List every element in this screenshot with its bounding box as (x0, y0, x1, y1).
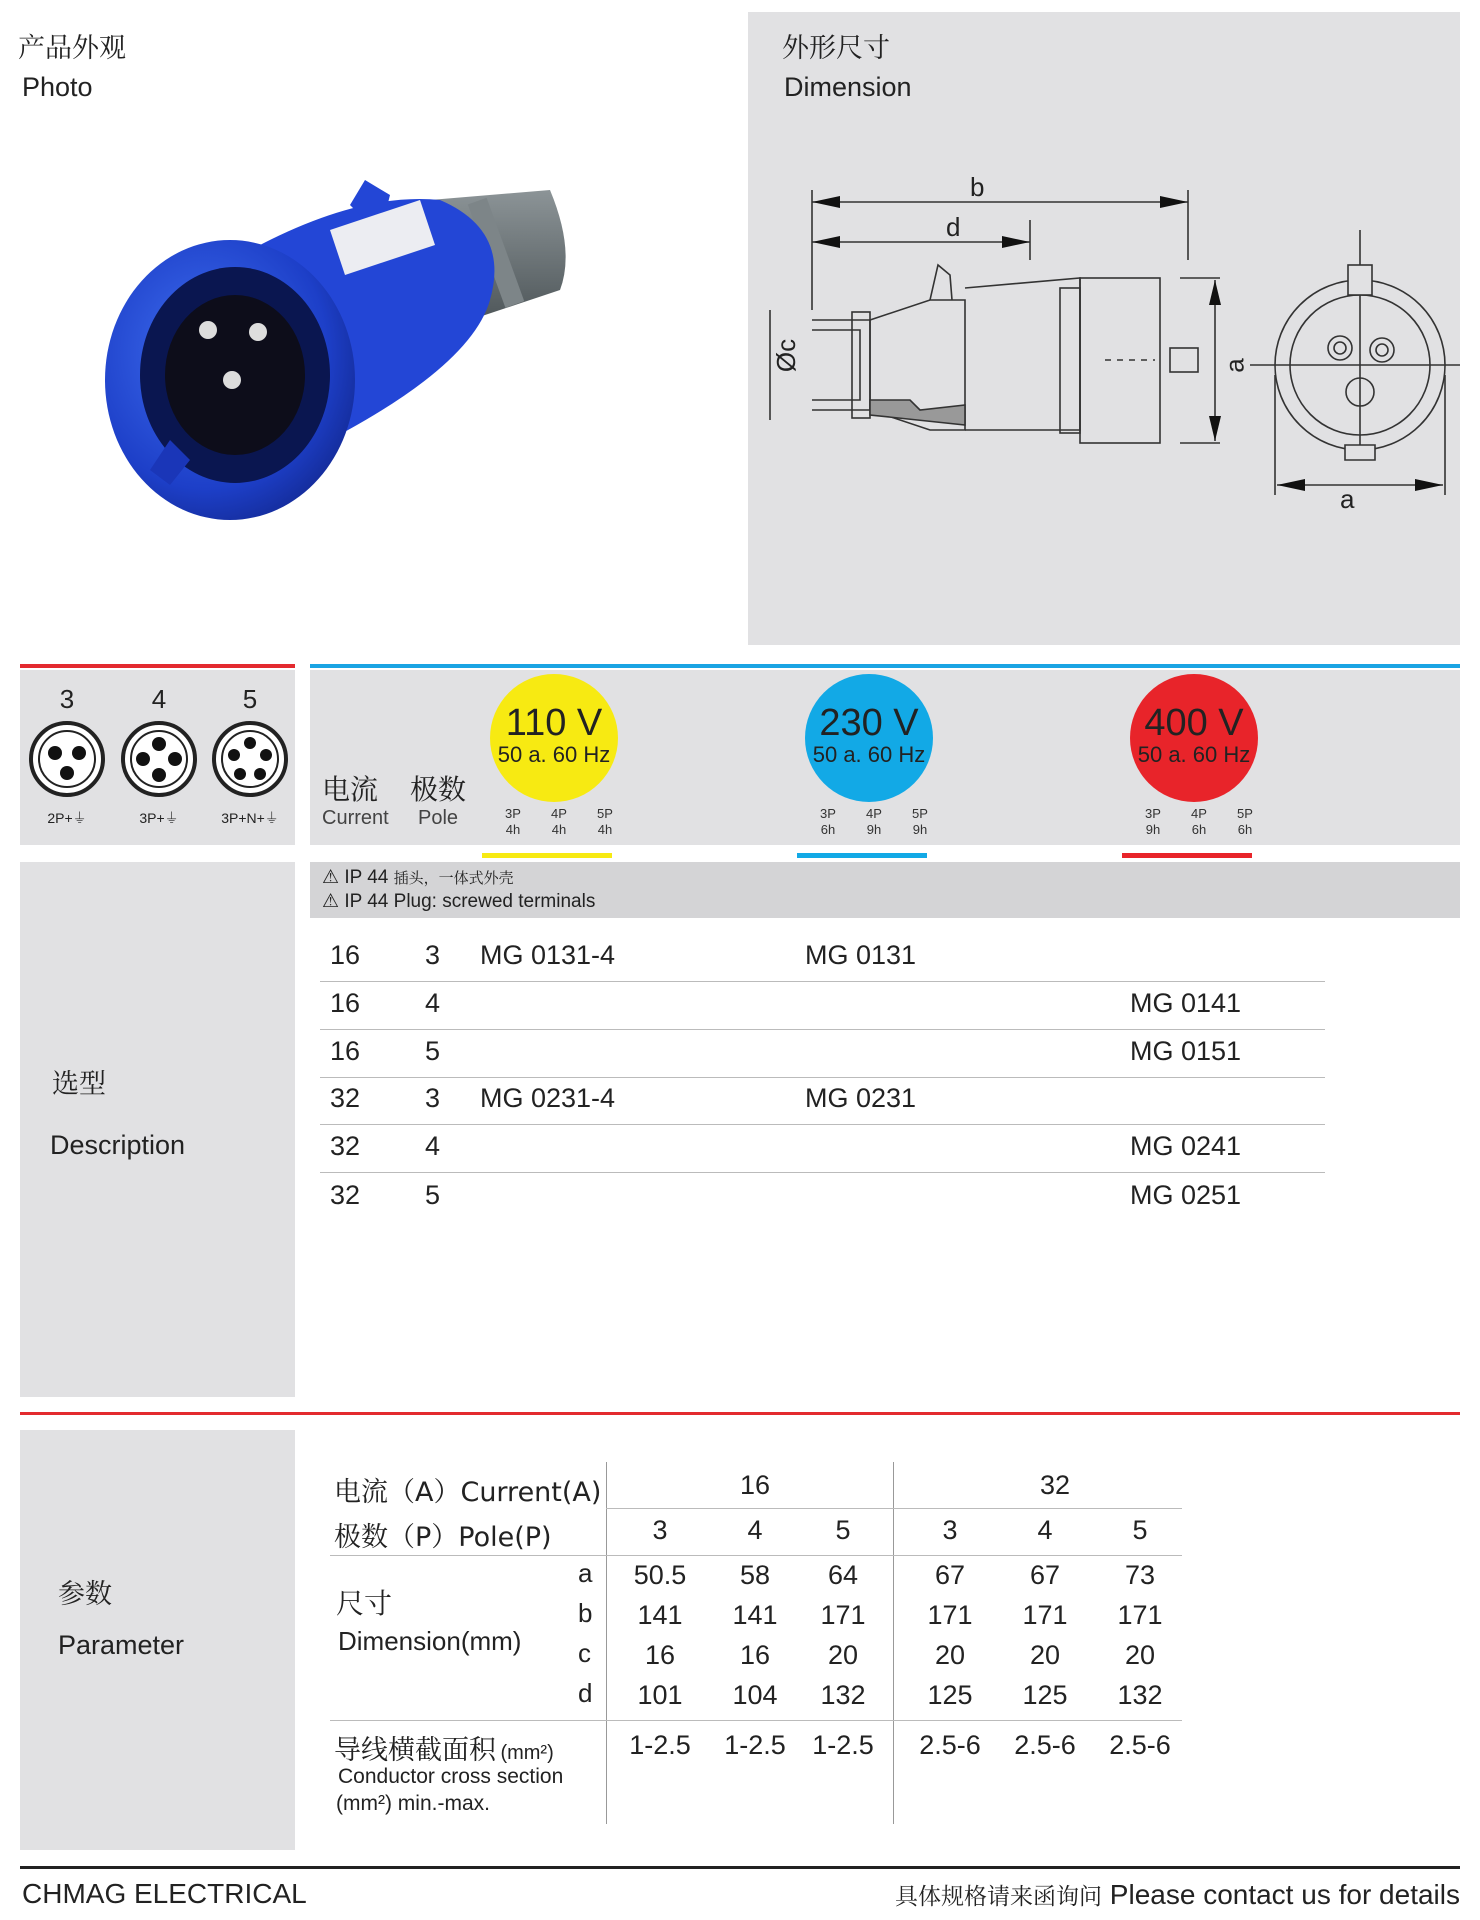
red-rule-param (20, 1412, 1460, 1415)
param-hline-3 (330, 1720, 1182, 1721)
socket-5-icon (210, 719, 290, 799)
photo-title-cn: 产品外观 (18, 33, 126, 64)
param-pole-cell: 3 (942, 1515, 958, 1545)
pole-num: 5 (242, 684, 258, 714)
hour-code: 9h (912, 822, 928, 837)
param-dim-value: 171 (820, 1600, 866, 1630)
param-pole-cell: 4 (1037, 1515, 1053, 1545)
param-pole-cell: 3 (652, 1515, 668, 1545)
voltage-value: 230 V (819, 702, 919, 744)
header-current-cn: 电流 (322, 773, 379, 806)
ip-text-1: 插头，一体式外壳 (393, 869, 514, 887)
param-cross-value: 1-2.5 (629, 1730, 691, 1760)
hour-code: 6h (820, 822, 836, 837)
row-pole: 3 (425, 940, 441, 970)
voltage-circle-2 (1130, 674, 1258, 802)
param-dim-value: 20 (827, 1640, 859, 1670)
description-title-cn: 选型 (52, 1069, 106, 1100)
param-dim-value: 67 (934, 1560, 966, 1590)
row-code-110v: MG 0131-4 (480, 940, 616, 970)
row-code-230v: MG 0231 (805, 1083, 917, 1113)
hour-code: 4h (551, 822, 567, 837)
ip-line-2 (322, 890, 595, 913)
param-pole-cell: 5 (835, 1515, 851, 1545)
pole-code: 5P (912, 806, 928, 821)
row-divider (320, 1124, 1325, 1125)
param-dim-value: 125 (1022, 1680, 1068, 1710)
product-photo-plug (90, 170, 570, 550)
pole-code: 4P (866, 806, 882, 821)
pole-code: 4P (1191, 806, 1207, 821)
param-cross-value: 1-2.5 (812, 1730, 874, 1760)
param-dim-value: 16 (644, 1640, 676, 1670)
pole-hours (544, 806, 574, 838)
dim-label-a-side: a (1219, 358, 1250, 373)
param-current-32: 32 (1040, 1470, 1071, 1500)
param-hline-1 (606, 1508, 1182, 1509)
voltage-bar-1 (797, 853, 927, 858)
pole-label: 3P+⏚ (139, 810, 179, 826)
pole-code: 5P (597, 806, 613, 821)
param-cross-value: 2.5-6 (1014, 1730, 1076, 1760)
row-code-400v: MG 0251 (1130, 1180, 1242, 1210)
table-row (320, 1083, 1320, 1123)
hour-code: 9h (1145, 822, 1161, 837)
param-hline-2 (330, 1555, 1182, 1556)
param-current-label: 电流（A）Current(A) (334, 1477, 602, 1508)
param-dim-value: 73 (1124, 1560, 1156, 1590)
voltage-value: 400 V (1144, 702, 1244, 744)
pole-code: 5P (1237, 806, 1253, 821)
param-pole-cell: 4 (747, 1515, 763, 1545)
pole-code: 3P (820, 806, 836, 821)
param-dim-value: 50.5 (633, 1560, 687, 1590)
param-current-16: 16 (740, 1470, 771, 1500)
param-dim-key: d (578, 1678, 593, 1708)
dim-label-a-bottom: a (1340, 484, 1355, 514)
dimension-title-en: Dimension (784, 72, 912, 102)
param-pole-cell: 5 (1132, 1515, 1148, 1545)
row-pole: 4 (425, 988, 441, 1018)
param-pole-label: 极数（P）Pole(P) (334, 1522, 552, 1553)
param-dim-en: Dimension(mm) (338, 1626, 522, 1656)
dim-label-b: b (970, 172, 985, 202)
row-pole: 4 (425, 1131, 441, 1161)
hour-code: 9h (866, 822, 882, 837)
param-dim-value: 171 (1117, 1600, 1163, 1630)
row-divider (320, 1077, 1325, 1078)
hour-code: 6h (1191, 822, 1207, 837)
pole-label: 3P+N+⏚ (221, 810, 279, 826)
table-row (320, 1131, 1320, 1171)
header-pole-cn: 极数 (410, 773, 467, 806)
param-dim-value: 64 (827, 1560, 859, 1590)
ip-code-1: IP 44 (344, 867, 389, 888)
dimension-title-cn: 外形尺寸 (782, 33, 890, 64)
table-row (320, 988, 1320, 1028)
footer-rule (20, 1866, 1460, 1869)
param-dim-value: 20 (1124, 1640, 1156, 1670)
param-dim-value: 125 (927, 1680, 973, 1710)
footer-brand: CHMAG ELECTRICAL (22, 1878, 307, 1909)
param-dim-value: 132 (820, 1680, 866, 1710)
param-cross-en1: Conductor cross section (338, 1765, 564, 1788)
param-cross-value: 2.5-6 (919, 1730, 981, 1760)
table-row (320, 1036, 1320, 1076)
param-dim-value: 171 (927, 1600, 973, 1630)
row-current: 16 (330, 988, 361, 1018)
param-cross-cn: 导线横截面积 (334, 1735, 496, 1766)
param-cross-en2: (mm²) min.-max. (336, 1792, 490, 1815)
pole-hours (1138, 806, 1168, 838)
param-vline-2 (893, 1462, 894, 1824)
hour-code: 4h (505, 822, 521, 837)
dim-label-c: Øc (771, 338, 802, 373)
param-dim-key: c (578, 1638, 591, 1668)
param-dim-value: 101 (637, 1680, 683, 1710)
blue-rule-right (310, 664, 1460, 668)
param-dim-value: 16 (739, 1640, 771, 1670)
pole-item-5 (205, 684, 295, 826)
pole-hours (1230, 806, 1260, 838)
dim-label-d: d (946, 212, 961, 242)
param-dim-value: 20 (934, 1640, 966, 1670)
ip-code-2: IP 44 (344, 891, 389, 912)
row-code-400v: MG 0151 (1130, 1036, 1242, 1066)
pole-code: 3P (1145, 806, 1161, 821)
row-pole: 5 (425, 1036, 441, 1066)
row-pole: 3 (425, 1083, 441, 1113)
parameter-title-en: Parameter (58, 1630, 185, 1660)
param-dim-value: 67 (1029, 1560, 1061, 1590)
pole-hours (1184, 806, 1214, 838)
voltage-hz: 50 a. 60 Hz (1137, 742, 1251, 767)
header-pole-en: Pole (418, 807, 459, 829)
pole-hours (813, 806, 843, 838)
voltage-bar-0 (482, 853, 612, 858)
pole-num: 4 (151, 684, 167, 714)
hour-code: 6h (1237, 822, 1253, 837)
socket-3-icon (27, 719, 107, 799)
footer-contact-cn: 具体规格请来函询问 (895, 1884, 1103, 1910)
row-pole: 5 (425, 1180, 441, 1210)
voltage-hz: 50 a. 60 Hz (497, 742, 611, 767)
row-code-110v: MG 0231-4 (480, 1083, 616, 1113)
param-dim-value: 141 (637, 1600, 683, 1630)
row-divider (320, 1029, 1325, 1030)
ip-line-1 (322, 866, 514, 889)
row-current: 16 (330, 1036, 361, 1066)
row-code-230v: MG 0131 (805, 940, 917, 970)
pole-label: 2P+⏚ (47, 810, 87, 826)
row-divider (320, 981, 1325, 982)
red-rule-left (20, 664, 295, 668)
voltage-hz: 50 a. 60 Hz (812, 742, 926, 767)
param-cross-value: 2.5-6 (1109, 1730, 1171, 1760)
pole-item-4 (114, 684, 204, 826)
voltage-bar-2 (1122, 853, 1252, 858)
pole-item-3 (22, 684, 112, 826)
row-current: 32 (330, 1083, 361, 1113)
pole-hours (905, 806, 935, 838)
row-code-400v: MG 0141 (1130, 988, 1242, 1018)
param-cross-value: 1-2.5 (724, 1730, 786, 1760)
row-current: 32 (330, 1131, 361, 1161)
param-dim-value: 58 (739, 1560, 771, 1590)
row-current: 32 (330, 1180, 361, 1210)
param-vline-1 (606, 1462, 607, 1824)
pole-hours (498, 806, 528, 838)
photo-title-en: Photo (22, 72, 93, 102)
hour-code: 4h (597, 822, 613, 837)
voltage-circle-1 (805, 674, 933, 802)
param-dim-value: 141 (732, 1600, 778, 1630)
pole-hours (859, 806, 889, 838)
row-current: 16 (330, 940, 361, 970)
voltage-circle-0 (490, 674, 618, 802)
param-dim-key: b (578, 1598, 593, 1628)
param-dim-key: a (578, 1558, 593, 1588)
parameter-title-cn: 参数 (58, 1579, 112, 1610)
pole-hours (590, 806, 620, 838)
description-title-en: Description (50, 1130, 186, 1160)
dimension-drawing (760, 160, 1460, 530)
param-dim-value: 104 (732, 1680, 778, 1710)
param-dim-cn: 尺寸 (336, 1587, 393, 1620)
warning-icon: ⚠ (322, 867, 340, 888)
warning-icon: ⚠ (322, 891, 340, 912)
pole-code: 4P (551, 806, 567, 821)
socket-4-icon (119, 719, 199, 799)
pole-code: 3P (505, 806, 521, 821)
row-divider (320, 1172, 1325, 1173)
row-code-400v: MG 0241 (1130, 1131, 1242, 1161)
header-current-en: Current (322, 807, 389, 829)
table-row (320, 940, 1320, 980)
footer-contact (895, 1878, 1460, 1911)
param-dim-value: 171 (1022, 1600, 1068, 1630)
pole-num: 3 (59, 684, 75, 714)
param-cross-unit: (mm²) (500, 1742, 554, 1764)
footer-contact-en: Please contact us for details (1109, 1879, 1460, 1910)
ip-text-2: Plug: screwed terminals (393, 891, 596, 912)
param-dim-value: 20 (1029, 1640, 1061, 1670)
voltage-value: 110 V (505, 702, 603, 744)
table-row (320, 1180, 1320, 1220)
param-cross-label (334, 1728, 554, 1767)
param-dim-value: 132 (1117, 1680, 1163, 1710)
